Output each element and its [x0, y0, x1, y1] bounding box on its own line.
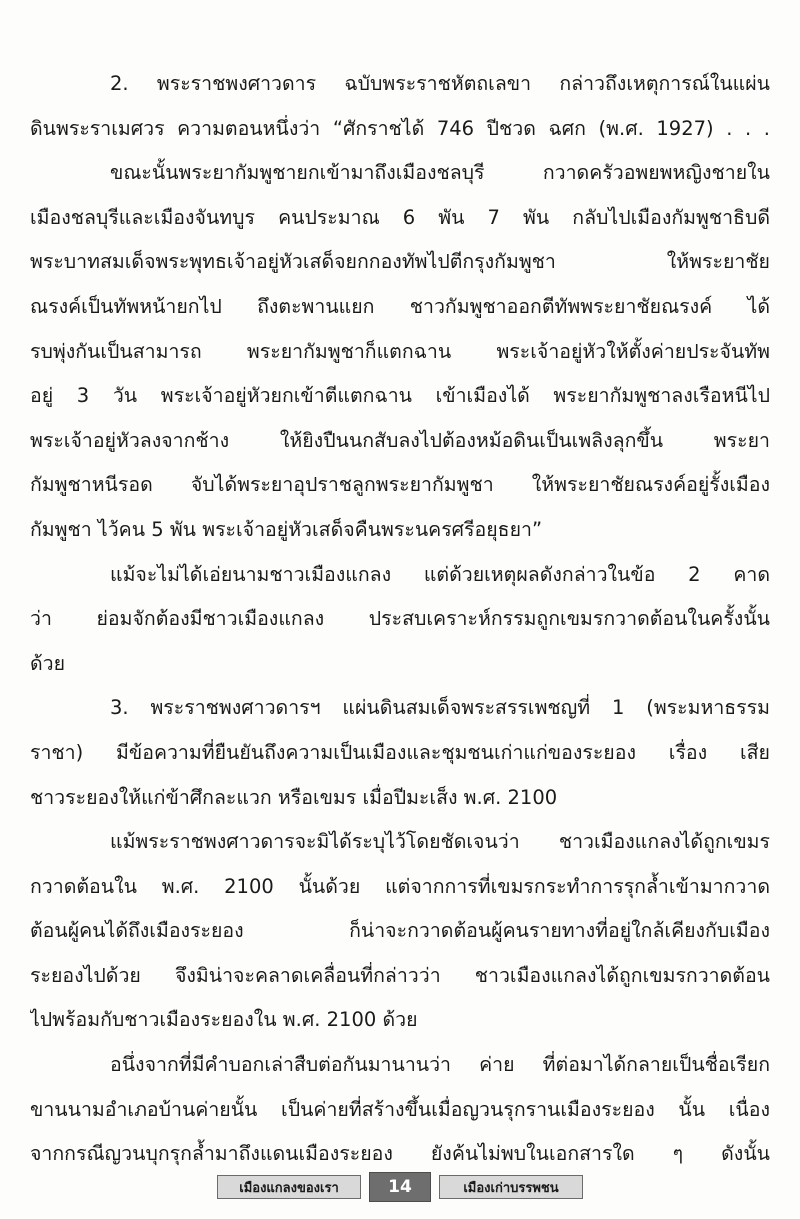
text-line: 2. พระราชพงศาวดาร ฉบับพระราชหัตถเลขา กล่าวถึงเหตุการณ์ในแผ่น [110, 72, 770, 95]
text-line: ดินพระราเมศวร ความตอนหนึ่งว่า “ศักราชได้ 746 ปีชวด ฉศก (พ.ศ. 1927) . . . [30, 116, 770, 140]
page-footer [0, 1170, 800, 1204]
text-line: จากกรณีญวนบุกรุกล้ำมาถึงแดนเมืองระยอง ยังค้นไม่พบในเอกสารใด ๆ ดังนั้น [30, 1142, 770, 1166]
page-number: 14 [369, 1172, 431, 1202]
text-line: ว่า ย่อมจักต้องมีชาวเมืองแกลง ประสบเคราะห์กรรมถูกเขมรกวาดต้อนในครั้งนั้น [30, 607, 770, 631]
text-line: ต้อนผู้คนได้ถึงเมืองระยอง ก็น่าจะกวาดต้อนผู้คนรายทางที่อยู่ใกล้เคียงกับเมือง [30, 919, 770, 943]
text-line: กัมพูชาหนีรอด จับได้พระยาอุปราชลูกพระยากัมพูชา ให้พระยาชัยณรงค์อยู่รั้งเมือง [30, 473, 770, 497]
text-line: แม้จะไม่ได้เอ่ยนามชาวเมืองแกลง แต่ด้วยเหตุผลดังกล่าวในข้อ 2 คาด [110, 562, 770, 586]
text-line: ระยองไปด้วย จึงมิน่าจะคลาดเคลื่อนที่กล่าวว่า ชาวเมืองแกลงได้ถูกเขมรกวาดต้อน [30, 963, 770, 987]
text-line: ขานนามอำเภอบ้านค่ายนั้น เป็นค่ายที่สร้างขึ้นเมื่อญวนรุกรานเมืองระยอง นั้น เนื่อง [30, 1097, 770, 1121]
text-line: รบพุ่งกันเป็นสามารถ พระยากัมพูชาก็แตกฉาน พระเจ้าอยู่หัวให้ตั้งค่ายประจันทัพ [30, 339, 770, 363]
text-line: กวาดต้อนใน พ.ศ. 2100 นั้นด้วย แต่จากการที่เขมรกระทำการรุกล้ำเข้ามากวาด [30, 874, 770, 898]
text-line: แม้พระราชพงศาวดารจะมิได้ระบุไว้โดยชัดเจนว่า ชาวเมืองแกลงได้ถูกเขมร [110, 830, 770, 854]
text-line: ไปพร้อมกับชาวเมืองระยองใน พ.ศ. 2100 ด้วย [30, 1008, 418, 1032]
text-line: ราชา) มีข้อความที่ยืนยันถึงความเป็นเมืองและชุมชนเก่าแก่ของระยอง เรื่อง เสีย [30, 740, 770, 764]
text-line: ชาวระยองให้แก่ข้าศึกละแวก หรือเขมร เมื่อปีมะเส็ง พ.ศ. 2100 [30, 785, 558, 809]
text-line: พระเจ้าอยู่หัวลงจากช้าง ให้ยิงปืนนกสับลงไปต้องหม้อดินเป็นเพลิงลุกขึ้น พระยา [30, 428, 770, 452]
body-text [30, 62, 770, 1177]
text-line: 3. พระราชพงศาวดารฯ แผ่นดินสมเด็จพระสรรเพชญที่ 1 (พระมหาธรรม [110, 696, 770, 720]
text-line: ขณะนั้นพระยากัมพูชายกเข้ามาถึงเมืองชลบุรี กวาดครัวอพยพหญิงชายใน [110, 161, 770, 185]
text-line: พระบาทสมเด็จพระพุทธเจ้าอยู่หัวเสด็จยกกองทัพไปตีกรุงกัมพูชา ให้พระยาชัย [30, 250, 770, 274]
text-line: ณรงค์เป็นทัพหน้ายกไป ถึงตะพานแยก ชาวกัมพูชาออกตีทัพพระยาชัยณรงค์ ได้ [30, 294, 770, 318]
text-line: ด้วย [30, 651, 66, 675]
footer-chapter-title: เมืองเก่าบรรพชน [439, 1175, 583, 1199]
footer-book-title: เมืองแกลงของเรา [217, 1175, 361, 1199]
text-line: อยู่ 3 วัน พระเจ้าอยู่หัวยกเข้าตีแตกฉาน เข้าเมืองได้ พระยากัมพูชาลงเรือหนีไป [30, 384, 770, 408]
text-line: เมืองชลบุรีและเมืองจันทบูร คนประมาณ 6 พัน 7 พัน กลับไปเมืองกัมพูชาธิบดี [30, 205, 770, 229]
text-line: กัมพูชา ไว้คน 5 พัน พระเจ้าอยู่หัวเสด็จคืนพระนครศรีอยุธยา” [30, 517, 543, 541]
text-line: อนึ่งจากที่มีคำบอกเล่าสืบต่อกันมานานว่า ค่าย ที่ต่อมาได้กลายเป็นชื่อเรียก [110, 1053, 770, 1077]
